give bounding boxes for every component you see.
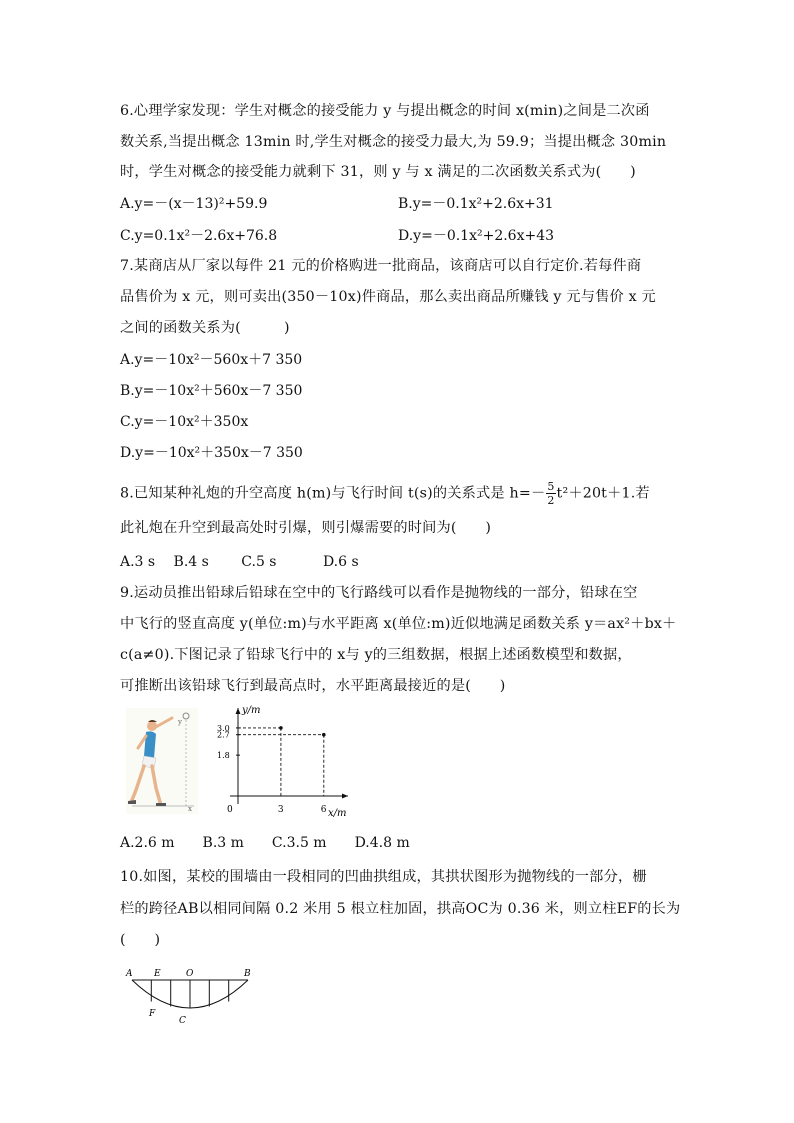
q9-coordinate-figure: [208, 704, 358, 822]
q8-options: A.3 s B.4 s C.5 s D.6 s: [120, 554, 359, 570]
q9-options: A.2.6 m B.3 m C.3.5 m D.4.8 m: [120, 835, 410, 851]
q7-option-c: C.y=－10x²＋350x: [120, 414, 249, 430]
point-o-label: O: [186, 969, 194, 979]
q8-fraction: [546, 480, 555, 507]
origin-label: 0: [227, 805, 233, 815]
point-e-label: E: [154, 969, 161, 979]
q7-line-3: 之间的函数关系为( ): [120, 320, 290, 336]
arch-fence-figure: [122, 964, 262, 1030]
y-tick-label-2: 1.8: [217, 751, 230, 761]
thrower-x-label: x: [188, 805, 192, 813]
x-axis-label: x/m: [328, 808, 347, 819]
q6-option-b: B.y=－0.1x²+2.6x+31: [398, 196, 554, 212]
q10-line-2: 栏的跨径AB以相同间隔 0.2 米用 5 根立柱加固，拱高OC为 0.36 米，则立柱EF的长为: [120, 901, 681, 917]
q6-line-2: 数关系,当提出概念 13min 时,学生对概念的接受力最大,为 59.9；当提出概念 30min: [120, 134, 667, 150]
data-point-1: [279, 726, 283, 730]
q6-option-a: A.y=－(x－13)²+59.9: [120, 196, 268, 212]
q7-option-b: B.y=－10x²＋560x－7 350: [120, 383, 303, 399]
data-point-2: [322, 733, 326, 737]
y-axis-arrow: [236, 708, 241, 714]
q8-fraction-numerator: 5: [547, 480, 555, 493]
x-tick-label-0: 3: [277, 805, 284, 815]
q8-line-1: [120, 480, 650, 507]
q7-line-2: 品售价为 x 元，则可卖出(350－10x)件商品，那么卖出商品所赚钱 y 元与售价 x 元: [120, 289, 656, 305]
q8-line-1-suffix: t²＋20t＋1.若: [556, 485, 650, 502]
y-tick-label-0: 3.0: [217, 723, 230, 733]
q9-line-1: 9.运动员推出铅球后铅球在空中的飞行路线可以看作是抛物线的一部分，铅球在空: [120, 585, 638, 601]
shot-put-thrower-figure: [126, 708, 198, 814]
q6-option-c: C.y=0.1x²－2.6x+76.8: [120, 228, 278, 244]
q8-line-2: 此礼炮在升空到最高处时引爆，则引爆需要的时间为( ): [120, 520, 492, 536]
thrower-y-label: y: [178, 718, 182, 726]
x-axis-arrow: [342, 794, 348, 799]
point-f-label: F: [149, 1009, 156, 1019]
q6-option-d: D.y=－0.1x²+2.6x+43: [398, 228, 555, 244]
q8-line-1-prefix: 8.已知某种礼炮的升空高度 h(m)与飞行时间 t(s)的关系式是 h=－: [120, 485, 546, 502]
q9-line-4: 可推断出该铅球飞行到最高点时，水平距离最接近的是( ): [120, 678, 506, 694]
q7-option-d: D.y=－10x²＋350x－7 350: [120, 445, 303, 461]
y-axis-label: y/m: [242, 705, 261, 716]
q10-line-1: 10.如图，某校的围墙由一段相同的凹曲拱组成，其拱状图形为抛物线的一部分，栅: [120, 869, 647, 885]
point-a-label: A: [126, 969, 133, 979]
q10-line-3: ( ): [120, 932, 161, 948]
x-tick-label-1: 6: [320, 805, 327, 815]
q9-line-3: c(a≠0).下图记录了铅球飞行中的 x与 y的三组数据，根据上述函数模型和数据，: [120, 647, 632, 663]
q8-fraction-denominator: 2: [547, 494, 555, 507]
q7-line-1: 7.某商店从厂家以每件 21 元的价格购进一批商品，该商店可以自行定价.若每件商: [120, 258, 642, 274]
y-tick-label-1: 2.7: [217, 730, 230, 740]
q6-line-1: 6.心理学家发现：学生对概念的接受能力 y 与提出概念的时间 x(min)之间是二次函: [120, 103, 650, 119]
q9-line-2: 中飞行的竖直高度 y(单位:m)与水平距离 x(单位:m)近似地满足函数关系 y＝ax²＋bx＋: [120, 616, 677, 632]
q7-option-a: A.y=－10x²－560x＋7 350: [120, 352, 303, 368]
point-b-label: B: [244, 969, 251, 979]
q6-line-3: 时，学生对概念的接受能力就剩下 31，则 y 与 x 满足的二次函数关系式为( ): [120, 164, 636, 180]
point-c-label: C: [179, 1016, 186, 1026]
